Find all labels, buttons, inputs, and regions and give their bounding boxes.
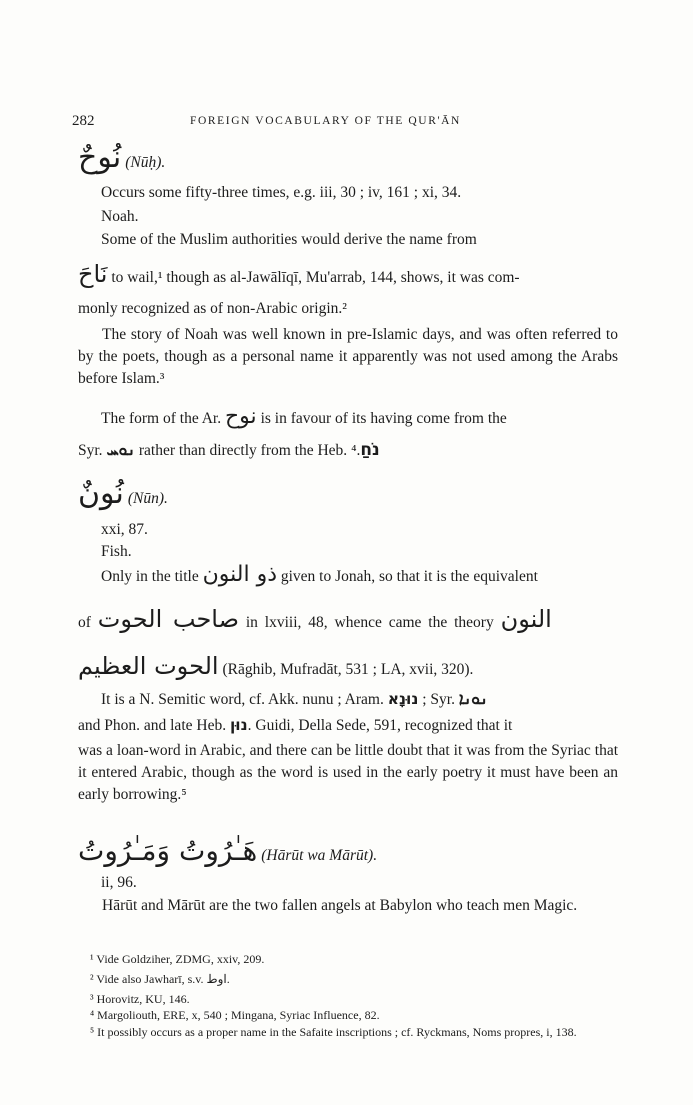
arabic-word: نَاحَ — [78, 260, 108, 288]
reference: ii, 96. — [101, 874, 137, 891]
running-title: FOREIGN VOCABULARY OF THE QUR'ĀN — [190, 115, 461, 127]
arabic-headword: نُوحٌ — [78, 140, 122, 175]
arabic-phrase: الحوت العظيم — [78, 652, 219, 680]
gloss: Noah. — [101, 208, 139, 225]
text-span: . Guidi, Della Sede, 591, recognized that it — [247, 717, 513, 734]
syriac-word: ܢܘܢܐ — [458, 690, 488, 708]
paragraph: Hārūt and Mārūt are the two fallen angels at Babylon who teach men Magic. — [102, 897, 578, 914]
footnote-4: ⁴ Margoliouth, ERE, x, 540 ; Mingana, Syriac Influence, 82. — [90, 1008, 380, 1022]
aramaic-word: נוּנָא — [387, 690, 419, 708]
paragraph-line — [101, 562, 538, 587]
text-span: (Rāghib, Mufradāt, 531 ; LA, xvii, 320). — [222, 661, 474, 678]
arabic-phrase: صاحب الحوت — [97, 605, 239, 633]
text-span: given to Jonah, so that it is the equivalent — [280, 568, 538, 585]
hebrew-word: נוּן — [229, 716, 248, 734]
syriac-word: ܢܘܚ — [106, 441, 135, 459]
paragraph-line — [101, 690, 488, 709]
arabic-headword: نُونٌ — [78, 476, 124, 511]
transliteration: (Hārūt wa Mārūt). — [261, 847, 378, 864]
gloss: Fish. — [101, 543, 132, 560]
entry-heading-nun — [78, 476, 168, 511]
hebrew-word: נֹחַ — [360, 440, 380, 460]
paragraph-line — [78, 260, 520, 288]
paragraph-line — [78, 652, 473, 680]
footnote-2: ² Vide also Jawharī, s.v. اوط. — [90, 972, 230, 986]
transliteration: (Nūn). — [127, 490, 168, 507]
text-span: Syr. — [78, 442, 103, 459]
entry-heading-nuh — [78, 140, 165, 175]
text-span: rather than directly from the Heb. — [138, 442, 348, 459]
footnote-1: ¹ Vide Goldziher, ZDMG, xxiv, 209. — [90, 952, 265, 966]
arabic-phrase: ذو النون — [202, 562, 277, 587]
arabic-headword: هَـٰرُوتُ وَمَـٰرُوتُ — [78, 834, 258, 867]
page-number: 282 — [72, 113, 95, 129]
arabic-word: نوح — [224, 404, 257, 429]
reference: xxi, 87. — [101, 521, 148, 538]
footnote-3: ³ Horovitz, KU, 146. — [90, 992, 190, 1006]
footnote-ref: .⁴ — [351, 442, 361, 459]
paragraph: The story of Noah was well known in pre-Islamic days, and was often referred to by the poets, though as a personal name it apparently was not used among the Arabs before Islam.³ — [78, 326, 618, 387]
text-span: Only in the title — [101, 568, 199, 585]
paragraph-line — [78, 716, 512, 735]
paragraph-line — [101, 404, 507, 429]
text-span: The form of the Ar. — [101, 410, 222, 427]
transliteration: (Nūḥ). — [125, 154, 166, 171]
paragraph-line: Some of the Muslim authorities would derive the name from — [101, 231, 477, 248]
text-span: ; Syr. — [422, 691, 455, 708]
paragraph-line — [78, 440, 380, 460]
paragraph-line: monly recognized as of non-Arabic origin.² — [78, 300, 347, 317]
paragraph: was a loan-word in Arabic, and there can be little doubt that it was from the Syriac that it entered Arabic, though as the word is used in the early poetry it must have been an early borrowing.⁵ — [78, 742, 618, 803]
arabic-word: النون — [500, 605, 552, 633]
footnote-5: ⁵ It possibly occurs as a proper name in the Safaite inscriptions ; cf. Ryckmans, Noms propres, i, 138. — [90, 1025, 577, 1039]
text-span: of — [78, 614, 91, 631]
text-span: in lxviii, 48, whence came the theory — [245, 614, 494, 631]
entry-heading-harut — [78, 834, 377, 867]
paragraph-line — [78, 605, 552, 633]
text-span: and Phon. and late Heb. — [78, 717, 227, 734]
occurrence-line: Occurs some fifty-three times, e.g. iii, 30 ; iv, 161 ; xi, 34. — [101, 184, 462, 201]
text-span: to wail,¹ though as al-Jawālīqī, Mu'arrab, 144, shows, it was com- — [107, 269, 520, 286]
text-span: It is a N. Semitic word, cf. Akk. nunu ; Aram. — [101, 691, 384, 708]
text-span: is in favour of its having come from the — [260, 410, 507, 427]
